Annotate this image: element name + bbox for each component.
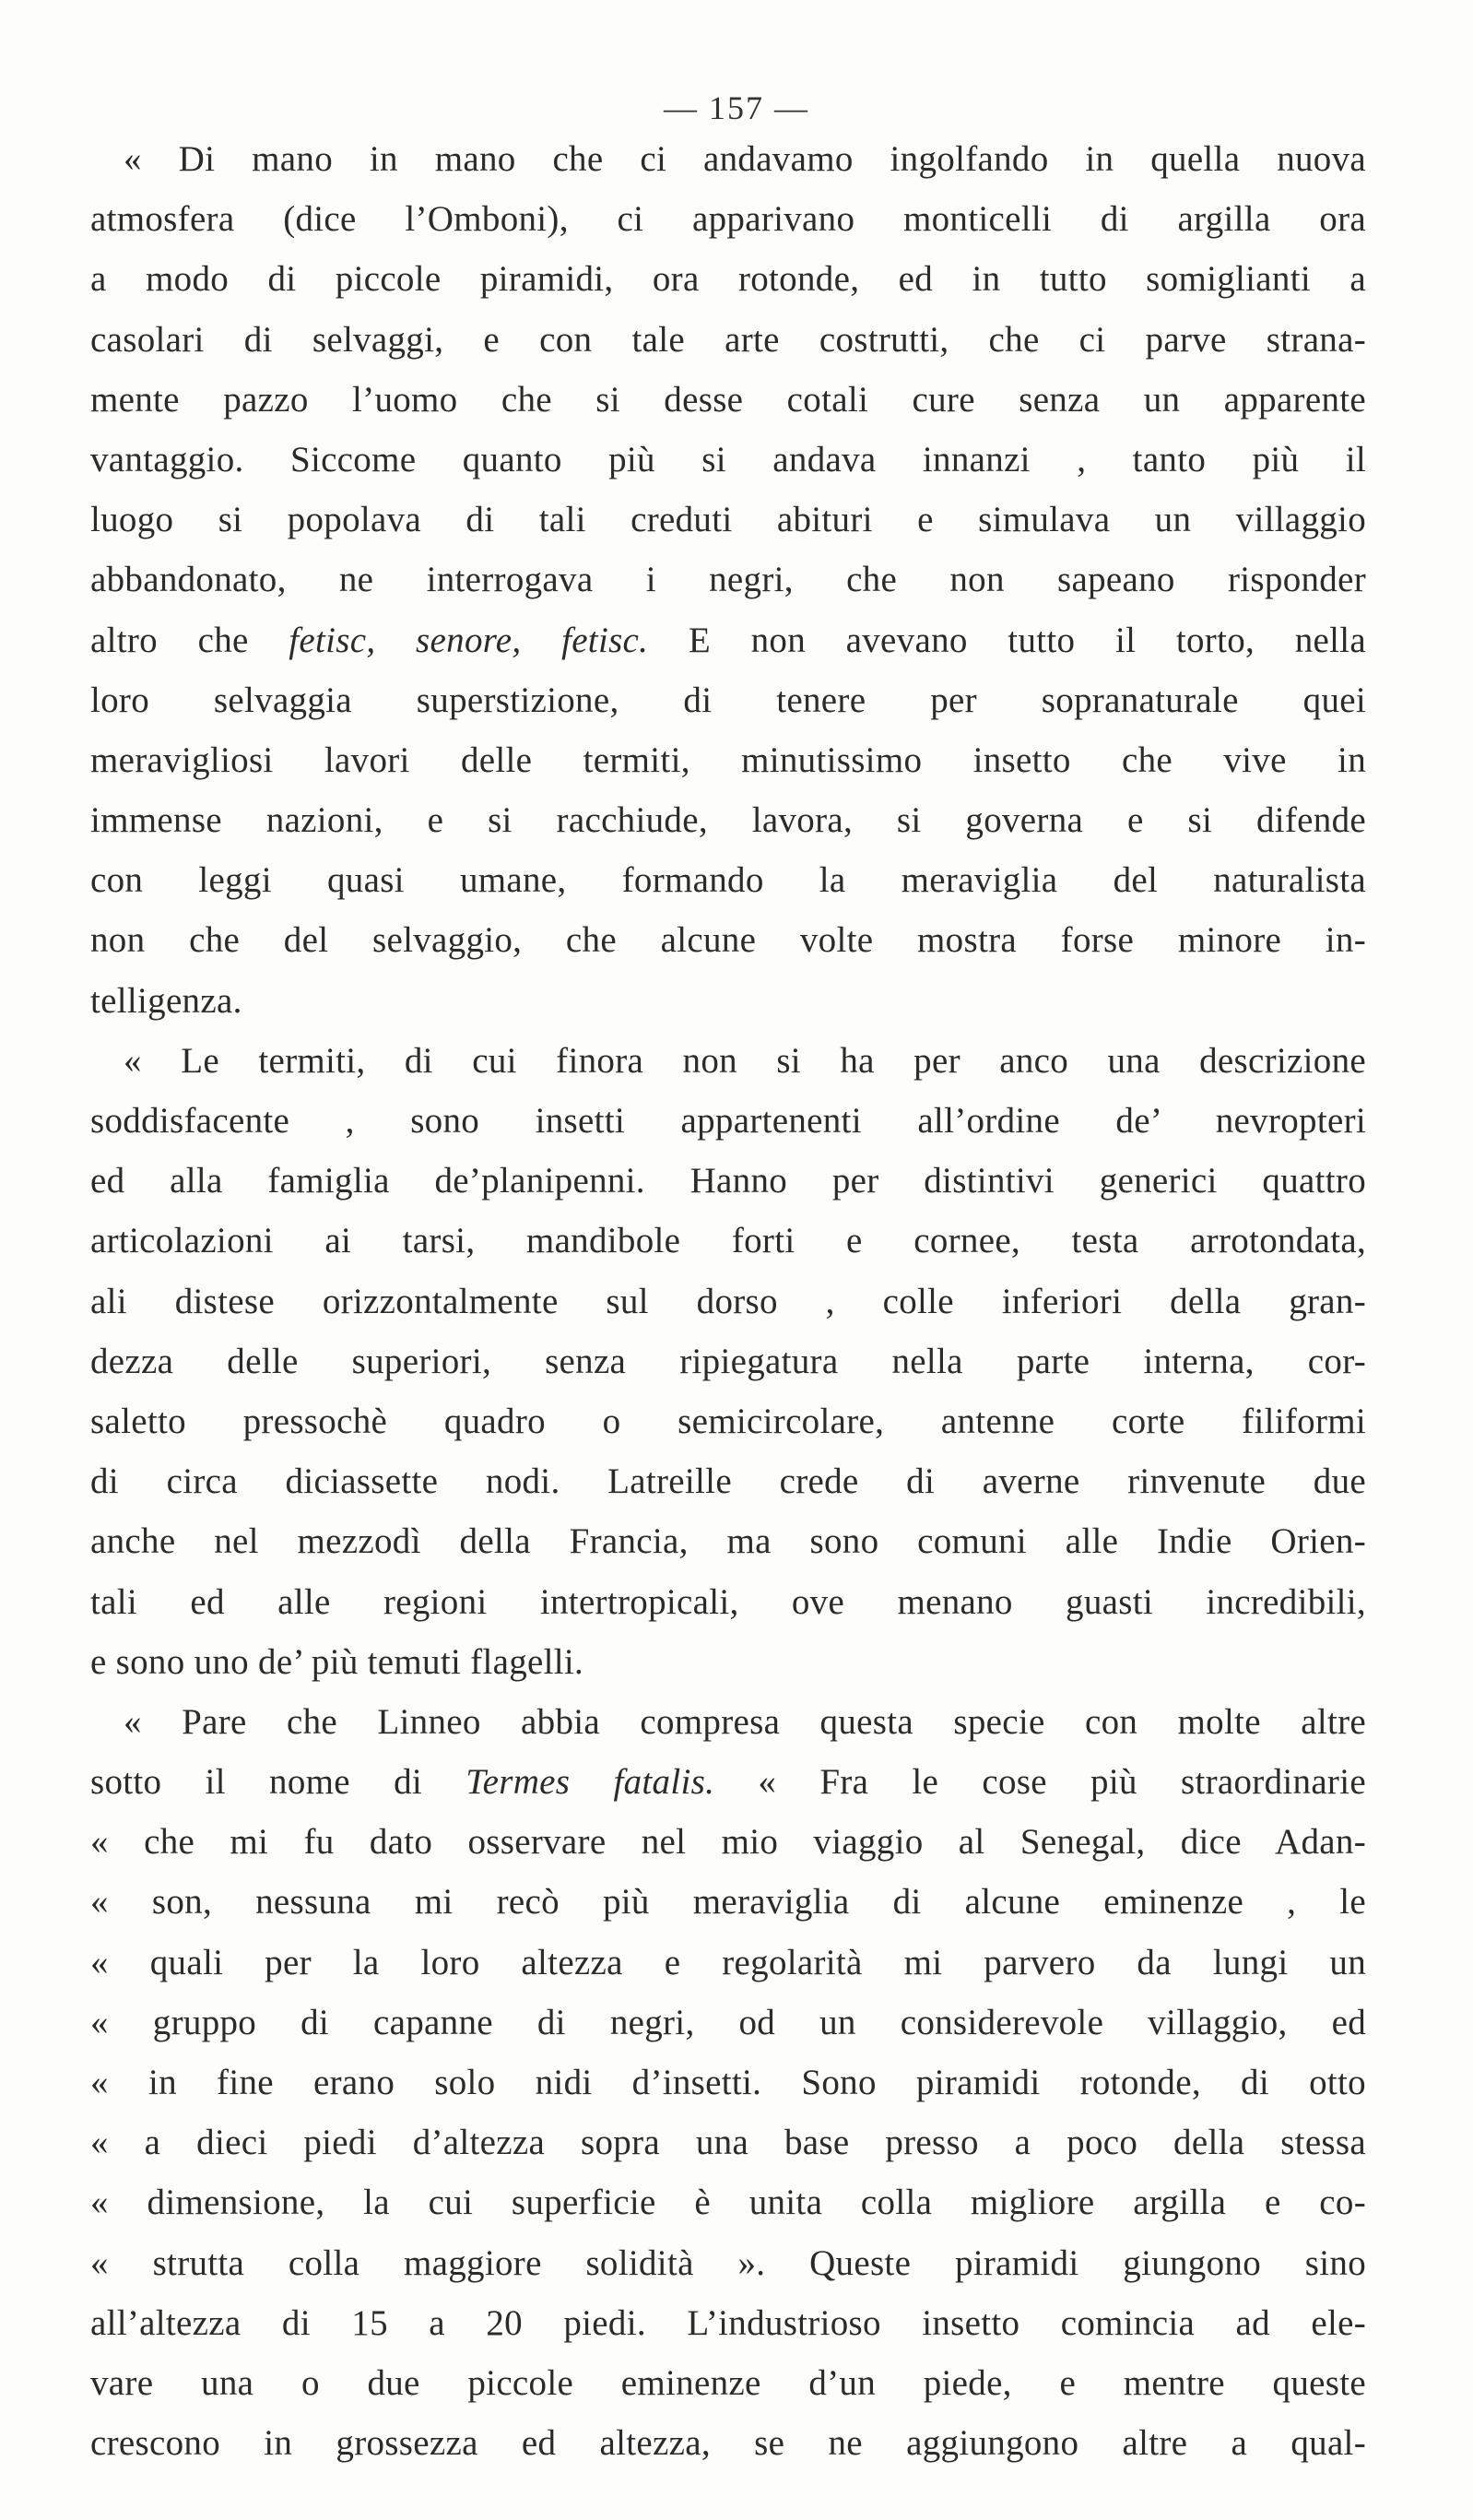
text-line: con leggi quasi umane, formando la meraviglia del naturalista (90, 860, 1366, 901)
text-line: articolazioni ai tarsi, mandibole forti e cornee, testa arrotondata, (90, 1221, 1366, 1261)
text-line (90, 1752, 1366, 1812)
text-line: soddisfacente , sono insetti appartenenti all’ordine de’ nevropteri (90, 1101, 1366, 1141)
text-run: E non avevano tutto il torto, nella (648, 620, 1366, 660)
text-line: loro selvaggia superstizione, di tenere per sopranaturale quei (90, 680, 1366, 720)
text-line: immense nazioni, e si racchiude, lavora, si governa e si difende (90, 800, 1366, 841)
text-line: « quali per la loro altezza e regolarità mi parvero da lungi un (90, 1942, 1366, 1982)
text-line: crescono in grossezza ed altezza, se ne aggiungono altre a qual- (90, 2423, 1366, 2464)
text-line: luogo si popolava di tali creduti abituri e simulava un villaggio (90, 500, 1366, 540)
text-line: atmosfera (dice l’Omboni), ci apparivano monticelli di argilla ora (90, 199, 1366, 240)
text-line (90, 610, 1366, 670)
text-line: ali distese orizzontalmente sul dorso , colle inferiori della gran- (90, 1281, 1366, 1321)
text-line: dezza delle superiori, senza ripiegatura nella parte interna, cor- (90, 1341, 1366, 1381)
text-line: all’altezza di 15 a 20 piedi. L’industrioso insetto comincia ad ele- (90, 2302, 1366, 2343)
text-line: di circa diciassette nodi. Latreille crede di averne rinvenute due (90, 1461, 1366, 1502)
text-line: « dimensione, la cui superficie è unita colla migliore argilla e co- (90, 2183, 1366, 2223)
text-line: « son, nessuna mi recò più meraviglia di alcune eminenze , le (90, 1882, 1366, 1923)
text-line: « in fine erano solo nidi d’insetti. Sono piramidi rotonde, di otto (90, 2063, 1366, 2102)
body-text (90, 129, 1366, 2473)
text-line: « che mi fu dato osservare nel mio viaggio al Senegal, dice Adan- (90, 1822, 1366, 1863)
text-line: vare una o due piccole eminenze d’un piede, e mentre queste (90, 2362, 1366, 2403)
italic-text-run: Termes fatalis. (465, 1762, 715, 1803)
text-line: « strutta colla maggiore solidità ». Queste piramidi giungono sino (90, 2242, 1366, 2283)
text-line: abbandonato, ne interrogava i negri, che non sapeano risponder (90, 560, 1366, 600)
text-line: « a dieci piedi d’altezza sopra una base presso a poco della stessa (90, 2123, 1366, 2163)
text-line: non che del selvaggio, che alcune volte mostra forse minore in- (90, 920, 1366, 961)
paragraph (90, 129, 1366, 1031)
text-line: casolari di selvaggi, e con tale arte costrutti, che ci parve strana- (90, 319, 1366, 360)
text-line: a modo di piccole piramidi, ora rotonde, ed in tutto somiglianti a (90, 259, 1366, 300)
text-run: altro che (90, 620, 289, 660)
text-line: vantaggio. Siccome quanto più si andava innanzi , tanto più il (90, 439, 1366, 479)
text-line: « Di mano in mano che ci andavamo ingolfando in quella nuova (124, 139, 1366, 179)
text-run: « Fra le cose più straordinarie (714, 1762, 1366, 1803)
text-line: saletto pressochè quadro o semicircolare, antenne corte filiformi (90, 1401, 1366, 1441)
page-number: — 157 — (664, 89, 809, 126)
text-run: sotto il nome di (90, 1762, 466, 1803)
text-line: mente pazzo l’uomo che si desse cotali cure senza un apparente (90, 379, 1366, 420)
text-line: anche nel mezzodì della Francia, ma sono comuni alle Indie Orien- (90, 1521, 1366, 1562)
text-line: e sono uno de’ più temuti flagelli. (90, 1641, 584, 1682)
text-line: tali ed alle regioni intertropicali, ove menano guasti incredibili, (90, 1581, 1366, 1622)
text-line: ed alla famiglia de’planipenni. Hanno per distintivi generici quattro (90, 1161, 1366, 1201)
italic-text-run: fetisc, senore, fetisc. (289, 620, 649, 660)
paragraph (90, 1692, 1366, 2473)
text-line: « Pare che Linneo abbia compresa questa specie con molte altre (124, 1701, 1366, 1742)
text-line: « Le termiti, di cui finora non si ha per anco una descrizione (124, 1040, 1366, 1081)
text-line: « gruppo di capanne di negri, od un considerevole villaggio, ed (90, 2002, 1366, 2042)
text-line: telligenza. (90, 980, 242, 1021)
paragraph (90, 1031, 1366, 1692)
text-line: meravigliosi lavori delle termiti, minutissimo insetto che vive in (90, 739, 1366, 780)
